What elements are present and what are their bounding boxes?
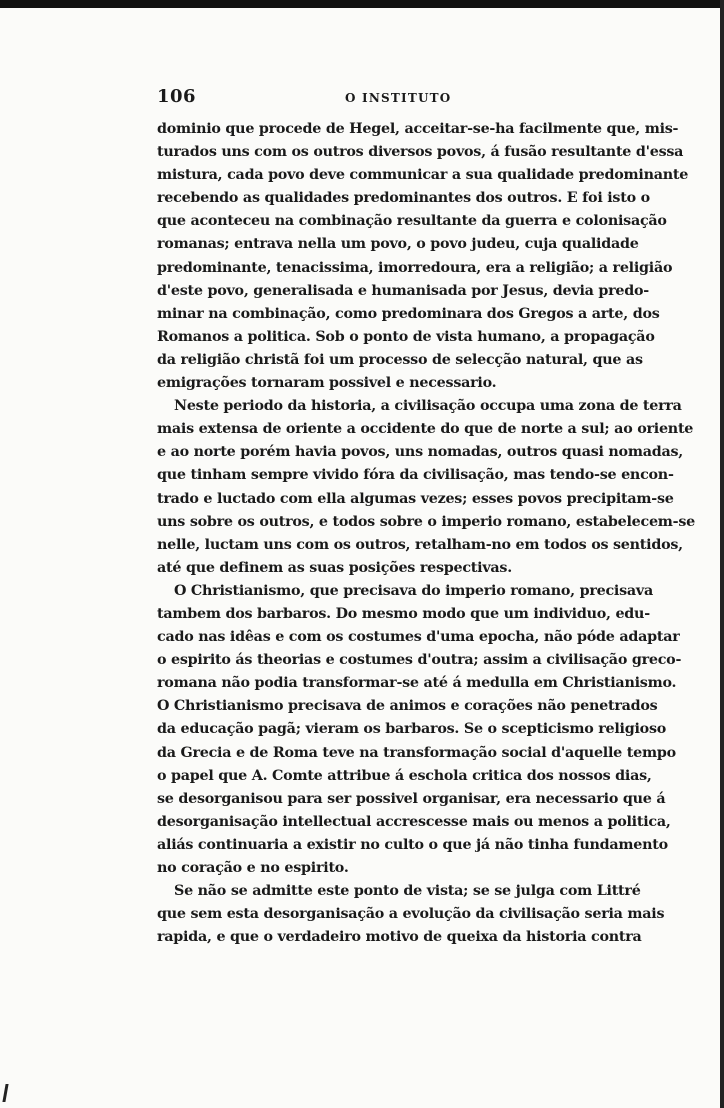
scan-top-border [0, 0, 724, 8]
text-line: O Christianismo precisava de animos e corações não penetrados [157, 698, 658, 715]
text-line: Romanos a politica. Sob o ponto de vista humano, a propagação [157, 328, 655, 345]
text-line: rapida, e que o verdadeiro motivo de queixa da historia contra [157, 929, 642, 946]
text-line: no coração e no espirito. [157, 860, 349, 876]
text-line: recebendo as qualidades predominantes dos outros. E foi isto o [157, 190, 650, 207]
paragraph-2 [157, 395, 696, 580]
text-line: se desorganisou para ser possivel organisar, era necessario que á [157, 790, 666, 807]
page-number: 106 [157, 86, 197, 107]
text-line: turados uns com os outros diversos povos, á fusão resultante d'essa [157, 144, 684, 161]
text-line: da educação pagã; vieram os barbaros. Se o scepticismo religioso [157, 721, 667, 738]
text-line: da religião christã foi um processo de selecção natural, que as [157, 351, 643, 368]
text-line: romana não podia transformar-se até á medulla em Christianismo. [157, 675, 677, 692]
text-line: cado nas idêas e com os costumes d'uma epocha, não póde adaptar [157, 629, 680, 646]
scan-margin-mark [2, 1084, 8, 1102]
text-line: uns sobre os outros, e todos sobre o imperio romano, estabelecem-se [157, 513, 696, 530]
text-line: trado e luctado com ella algumas vezes; esses povos precipitam-se [157, 490, 674, 507]
text-line: aliás continuaria a existir no culto o que já não tinha fundamento [157, 836, 668, 853]
paragraph-1 [157, 118, 689, 395]
scan-right-border [720, 0, 724, 1108]
text-line: minar na combinação, como predominara dos Gregos a arte, dos [157, 305, 660, 322]
text-line: que sem esta desorganisação a evolução da civilisação seria mais [157, 906, 665, 923]
text-line: Neste periodo da historia, a civilisação occupa uma zona de terra [174, 398, 682, 415]
text-line: o papel que A. Comte attribue á eschola critica dos nossos dias, [157, 767, 652, 784]
text-line: que aconteceu na combinação resultante da guerra e colonisação [157, 213, 667, 230]
text-line: nelle, luctam uns com os outros, retalham-no em todos os sentidos, [157, 536, 683, 553]
text-line: dominio que procede de Hegel, acceitar-se-ha facilmente que, mis- [157, 121, 679, 137]
text-line: o espirito ás theorias e costumes d'outra; assim a civilisação greco- [157, 652, 682, 669]
text-line: emigrações tornaram possivel e necessario. [157, 375, 497, 392]
text-line: romanas; entrava nella um povo, o povo judeu, cuja qualidade [157, 236, 639, 253]
text-line: Se não se admitte este ponto de vista; se se julga com Littré [174, 883, 641, 900]
paragraph-3 [157, 580, 682, 880]
text-line: O Christianismo, que precisava do imperio romano, precisava [174, 582, 653, 599]
page-header [157, 86, 627, 112]
text-line: desorganisação intellectual accrescesse mais ou menos a politica, [157, 813, 671, 830]
text-line: e ao norte porém havia povos, uns nomadas, outros quasi nomadas, [157, 444, 684, 461]
text-line: da Grecia e de Roma teve na transformação social d'aquelle tempo [157, 744, 676, 761]
text-line: até que definem as suas posições respectivas. [157, 559, 512, 576]
text-line: mais extensa de oriente a occidente do que de norte a sul; ao oriente [157, 421, 694, 438]
paragraph-4 [157, 880, 665, 949]
text-line: que tinham sempre vivido fóra da civilisação, mas tendo-se encon- [157, 467, 674, 484]
text-line: tambem dos barbaros. Do mesmo modo que um individuo, edu- [157, 605, 650, 622]
text-line: predominante, tenacissima, imorredoura, era a religião; a religião [157, 259, 673, 276]
text-line: d'este povo, generalisada e humanisada por Jesus, devia predo- [157, 282, 649, 299]
running-title: O INSTITUTO [345, 91, 452, 105]
body-text [157, 118, 696, 949]
text-line: mistura, cada povo deve communicar a sua qualidade predominante [157, 167, 689, 184]
